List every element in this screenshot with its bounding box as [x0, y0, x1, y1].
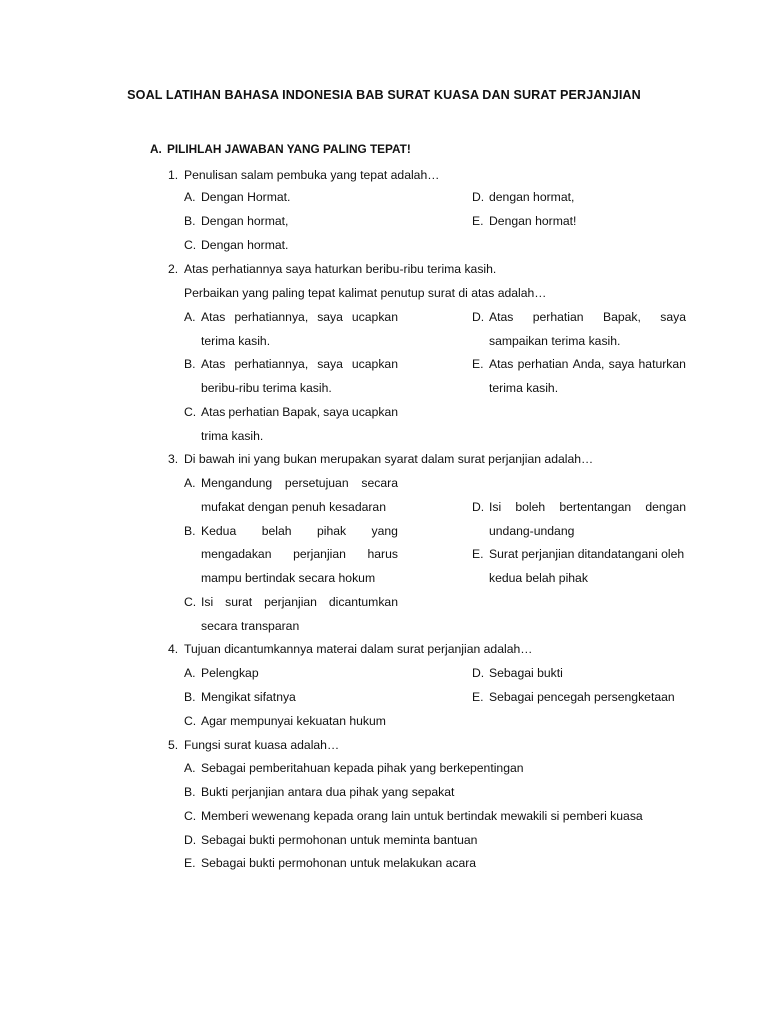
- option-text: mampu bertindak secara hokum: [201, 571, 376, 585]
- section-label: A.: [150, 142, 162, 156]
- document-title: SOAL LATIHAN BAHASA INDONESIA BAB SURAT KUASA DAN SURAT PERJANJIAN: [127, 88, 641, 102]
- option-letter-a: A.: [184, 761, 196, 775]
- option-letter-b: B.: [184, 214, 196, 228]
- option-text: Atas perhatian Anda, saya haturkan: [489, 357, 686, 371]
- question-text: Penulisan salam pembuka yang tepat adalah…: [184, 168, 440, 182]
- option-letter-d: D.: [472, 500, 485, 514]
- option-letter-e: E.: [472, 214, 484, 228]
- option-letter-d: D.: [472, 310, 485, 324]
- option-text: Atas perhatiannya, saya ucapkan: [201, 310, 398, 324]
- option-text: terima kasih.: [201, 334, 271, 348]
- option-text: Dengan hormat,: [201, 214, 289, 228]
- option-text: Atas perhatian Bapak, saya ucapkan: [201, 405, 398, 419]
- option-text: terima kasih.: [489, 381, 559, 395]
- option-text: Isi boleh bertentangan dengan: [489, 500, 686, 514]
- option-text: Dengan Hormat.: [201, 190, 291, 204]
- question-subtext: Perbaikan yang paling tepat kalimat penutup surat di atas adalah…: [184, 286, 547, 300]
- option-text: kedua belah pihak: [489, 571, 588, 585]
- question-number: 1.: [168, 168, 179, 182]
- option-letter-b: B.: [184, 690, 196, 704]
- option-text: Mengikat sifatnya: [201, 690, 296, 704]
- section-heading: [150, 142, 411, 156]
- question-text: Fungsi surat kuasa adalah…: [184, 738, 340, 752]
- option-text: mufakat dengan penuh kesadaran: [201, 500, 386, 514]
- question-number: 2.: [168, 262, 179, 276]
- option-text: Agar mempunyai kekuatan hukum: [201, 714, 386, 728]
- option-letter-c: C.: [184, 405, 197, 419]
- option-letter-a: A.: [184, 476, 196, 490]
- option-text: Dengan hormat.: [201, 238, 289, 252]
- option-letter-d: D.: [184, 833, 197, 847]
- option-letter-c: C.: [184, 238, 197, 252]
- option-text: Sebagai bukti: [489, 666, 563, 680]
- option-text: secara transparan: [201, 619, 300, 633]
- option-text: Mengandung persetujuan secara: [201, 476, 398, 490]
- option-letter-c: C.: [184, 809, 197, 823]
- option-text: Isi surat perjanjian dicantumkan: [201, 595, 398, 609]
- option-letter-c: C.: [184, 595, 197, 609]
- option-text: undang-undang: [489, 524, 575, 538]
- section-instruction: PILIHLAH JAWABAN YANG PALING TEPAT!: [167, 142, 411, 156]
- option-letter-a: A.: [184, 666, 196, 680]
- option-letter-b: B.: [184, 524, 196, 538]
- option-text: Surat perjanjian ditandatangani oleh: [489, 547, 685, 561]
- question-text: Tujuan dicantumkannya materai dalam surat perjanjian adalah…: [184, 642, 533, 656]
- option-letter-a: A.: [184, 310, 196, 324]
- option-text: sampaikan terima kasih.: [489, 334, 621, 348]
- option-text: Kedua belah pihak yang: [201, 524, 398, 538]
- option-letter-e: E.: [472, 357, 484, 371]
- option-text: Atas perhatiannya, saya ucapkan: [201, 357, 398, 371]
- option-text: Memberi wewenang kepada orang lain untuk bertindak mewakili si pemberi kuasa: [201, 809, 643, 823]
- option-letter-e: E.: [184, 856, 196, 870]
- option-letter-b: B.: [184, 785, 196, 799]
- option-letter-a: A.: [184, 190, 196, 204]
- option-text: Pelengkap: [201, 666, 259, 680]
- option-text: dengan hormat,: [489, 190, 575, 204]
- option-text: mengadakan perjanjian harus: [201, 547, 398, 561]
- option-text: beribu-ribu terima kasih.: [201, 381, 332, 395]
- option-text: Sebagai pencegah persengketaan: [489, 690, 675, 704]
- question-number: 5.: [168, 738, 179, 752]
- option-letter-b: B.: [184, 357, 196, 371]
- option-text: Atas perhatian Bapak, saya: [489, 310, 686, 324]
- option-letter-d: D.: [472, 666, 485, 680]
- option-text: Sebagai pemberitahuan kepada pihak yang berkepentingan: [201, 761, 524, 775]
- option-text: Bukti perjanjian antara dua pihak yang sepakat: [201, 785, 455, 799]
- question-number: 3.: [168, 452, 179, 466]
- option-letter-e: E.: [472, 690, 484, 704]
- question-text: Atas perhatiannya saya haturkan beribu-ribu terima kasih.: [184, 262, 497, 276]
- option-letter-d: D.: [472, 190, 485, 204]
- option-text: Dengan hormat!: [489, 214, 577, 228]
- option-letter-c: C.: [184, 714, 197, 728]
- question-text: Di bawah ini yang bukan merupakan syarat dalam surat perjanjian adalah…: [184, 452, 594, 466]
- option-text: Sebagai bukti permohonan untuk melakukan acara: [201, 856, 477, 870]
- option-text: trima kasih.: [201, 429, 264, 443]
- option-text: Sebagai bukti permohonan untuk meminta bantuan: [201, 833, 478, 847]
- option-letter-e: E.: [472, 547, 484, 561]
- question-number: 4.: [168, 642, 179, 656]
